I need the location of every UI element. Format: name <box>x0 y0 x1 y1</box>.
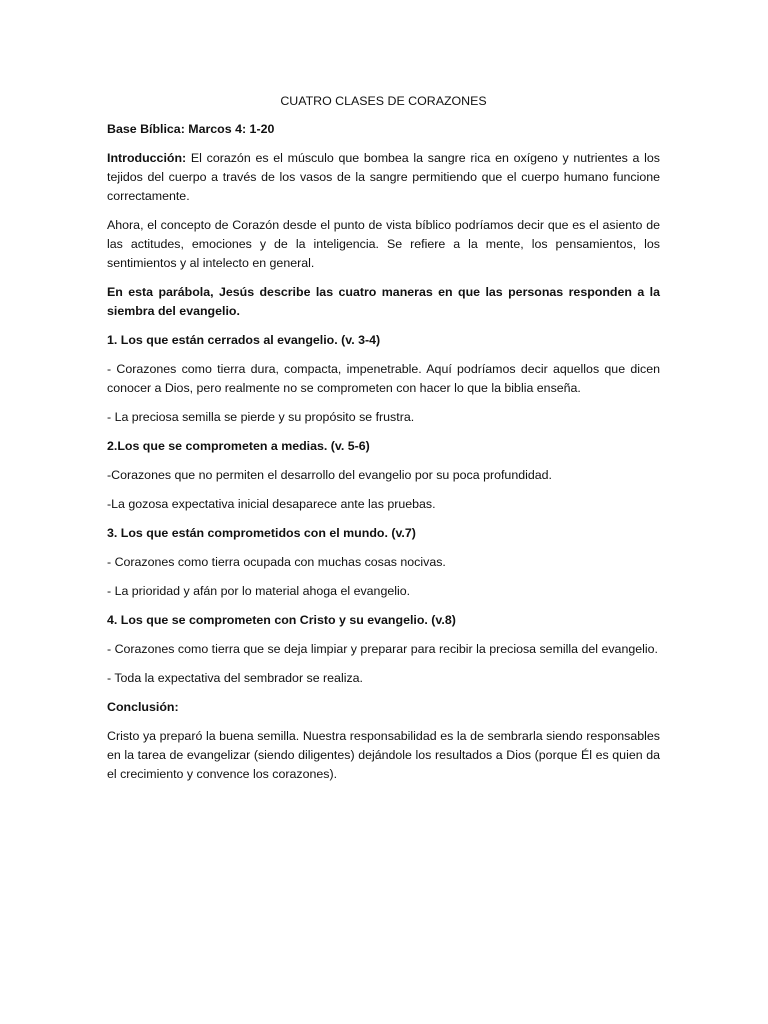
conclusion-heading: Conclusión: <box>107 700 179 714</box>
parabola-paragraph: En esta parábola, Jesús describe las cuatro maneras en que las personas responden a la siembra del evangelio. <box>107 285 660 318</box>
section3-point2: - La prioridad y afán por lo material ahoga el evangelio. <box>107 584 411 598</box>
section1-point1: - Corazones como tierra dura, compacta, impenetrable. Aquí podríamos decir aquellos que dicen conocer a Dios, pero realmente no se comprometen con hacer lo que la biblia enseña. <box>107 362 660 395</box>
section4-point1: - Corazones como tierra que se deja limpiar y preparar para recibir la preciosa semilla del evangelio. <box>107 642 658 656</box>
base-biblica: Base Bíblica: Marcos 4: 1-20 <box>107 122 275 136</box>
section2-point2: -La gozosa expectativa inicial desaparece ante las pruebas. <box>107 497 436 511</box>
section3-heading: 3. Los que están comprometidos con el mundo. (v.7) <box>107 526 416 540</box>
section1-heading: 1. Los que están cerrados al evangelio. (v. 3-4) <box>107 333 381 347</box>
section4-point2: - Toda la expectativa del sembrador se realiza. <box>107 671 363 685</box>
document-body <box>107 92 660 794</box>
section4-heading: 4. Los que se comprometen con Cristo y su evangelio. (v.8) <box>107 613 456 627</box>
ahora-paragraph: Ahora, el concepto de Corazón desde el punto de vista bíblico podríamos decir que es el asiento de las actitudes, emociones y de la inteligencia. Se refiere a la mente, los pensamientos, los sentimientos y al intelecto en general. <box>107 218 660 270</box>
conclusion-paragraph: Cristo ya preparó la buena semilla. Nuestra responsabilidad es la de sembrarla siendo responsables en la tarea de evangelizar (siendo diligentes) dejándole los resultados a Dios (porque Él es quien da el crecimiento y convence los corazones). <box>107 729 660 781</box>
section1-point2: - La preciosa semilla se pierde y su propósito se frustra. <box>107 410 415 424</box>
section2-heading: 2.Los que se comprometen a medias. (v. 5-6) <box>107 439 370 453</box>
intro-label: Introducción: <box>107 151 187 165</box>
intro-paragraph <box>107 149 660 206</box>
section3-point1: - Corazones como tierra ocupada con muchas cosas nocivas. <box>107 555 446 569</box>
intro-text: El corazón es el músculo que bombea la sangre rica en oxígeno y nutrientes a los tejidos del cuerpo a través de los vasos de la sangre permitiendo que el cuerpo humano funcione correctamente. <box>107 151 660 203</box>
document-title: CUATRO CLASES DE CORAZONES <box>280 94 487 108</box>
section2-point1: -Corazones que no permiten el desarrollo del evangelio por su poca profundidad. <box>107 468 552 482</box>
